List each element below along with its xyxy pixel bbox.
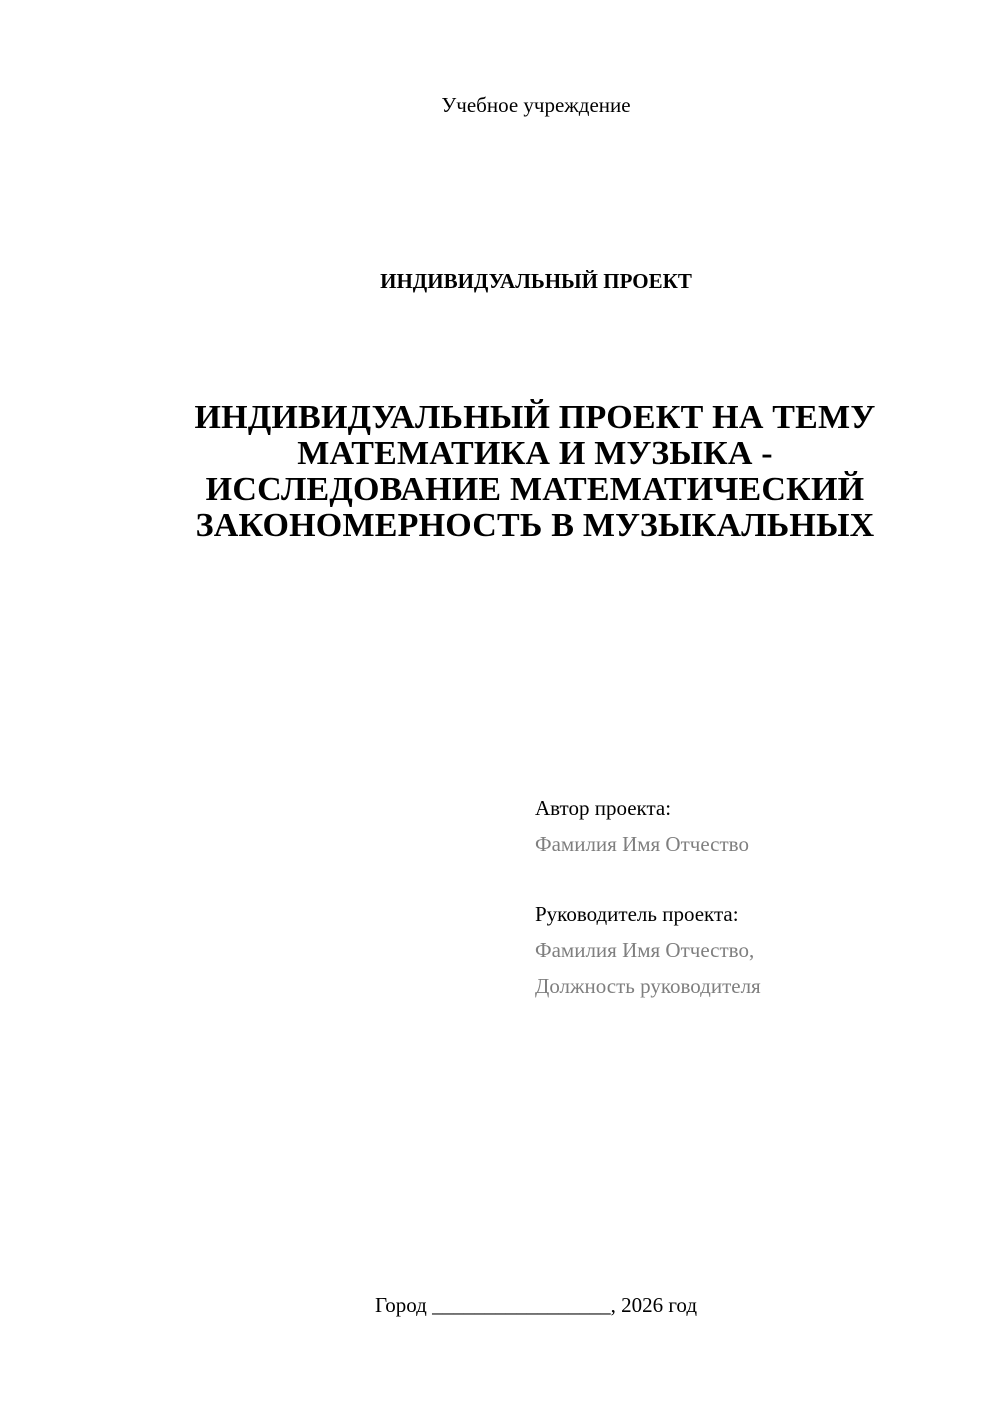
project-title-line: ИССЛЕДОВАНИЕ МАТЕМАТИЧЕСКИЙ: [205, 471, 865, 508]
document-type: ИНДИВИДУАЛЬНЫЙ ПРОЕКТ: [380, 269, 692, 293]
supervisor-label: Руководитель проекта:: [535, 902, 739, 926]
author-label: Автор проекта:: [535, 796, 672, 820]
project-title-line: ИНДИВИДУАЛЬНЫЙ ПРОЕКТ НА ТЕМУ: [194, 399, 876, 436]
project-title-line: МАТЕМАТИКА И МУЗЫКА -: [297, 435, 773, 472]
supervisor-name-placeholder: Фамилия Имя Отчество,: [535, 938, 755, 962]
author-name-placeholder: Фамилия Имя Отчество: [535, 832, 749, 856]
institution-name: Учебное учреждение: [441, 93, 631, 117]
project-title: [130, 400, 940, 544]
credits-spacer: [535, 862, 975, 896]
project-title-line: ЗАКОНОМЕРНОСТЬ В МУЗЫКАЛЬНЫХ: [195, 507, 875, 544]
city-year-line: Город _________________, 2026 год: [374, 1293, 698, 1317]
project-credits: [535, 790, 975, 1004]
supervisor-position-placeholder: Должность руководителя: [535, 974, 761, 998]
